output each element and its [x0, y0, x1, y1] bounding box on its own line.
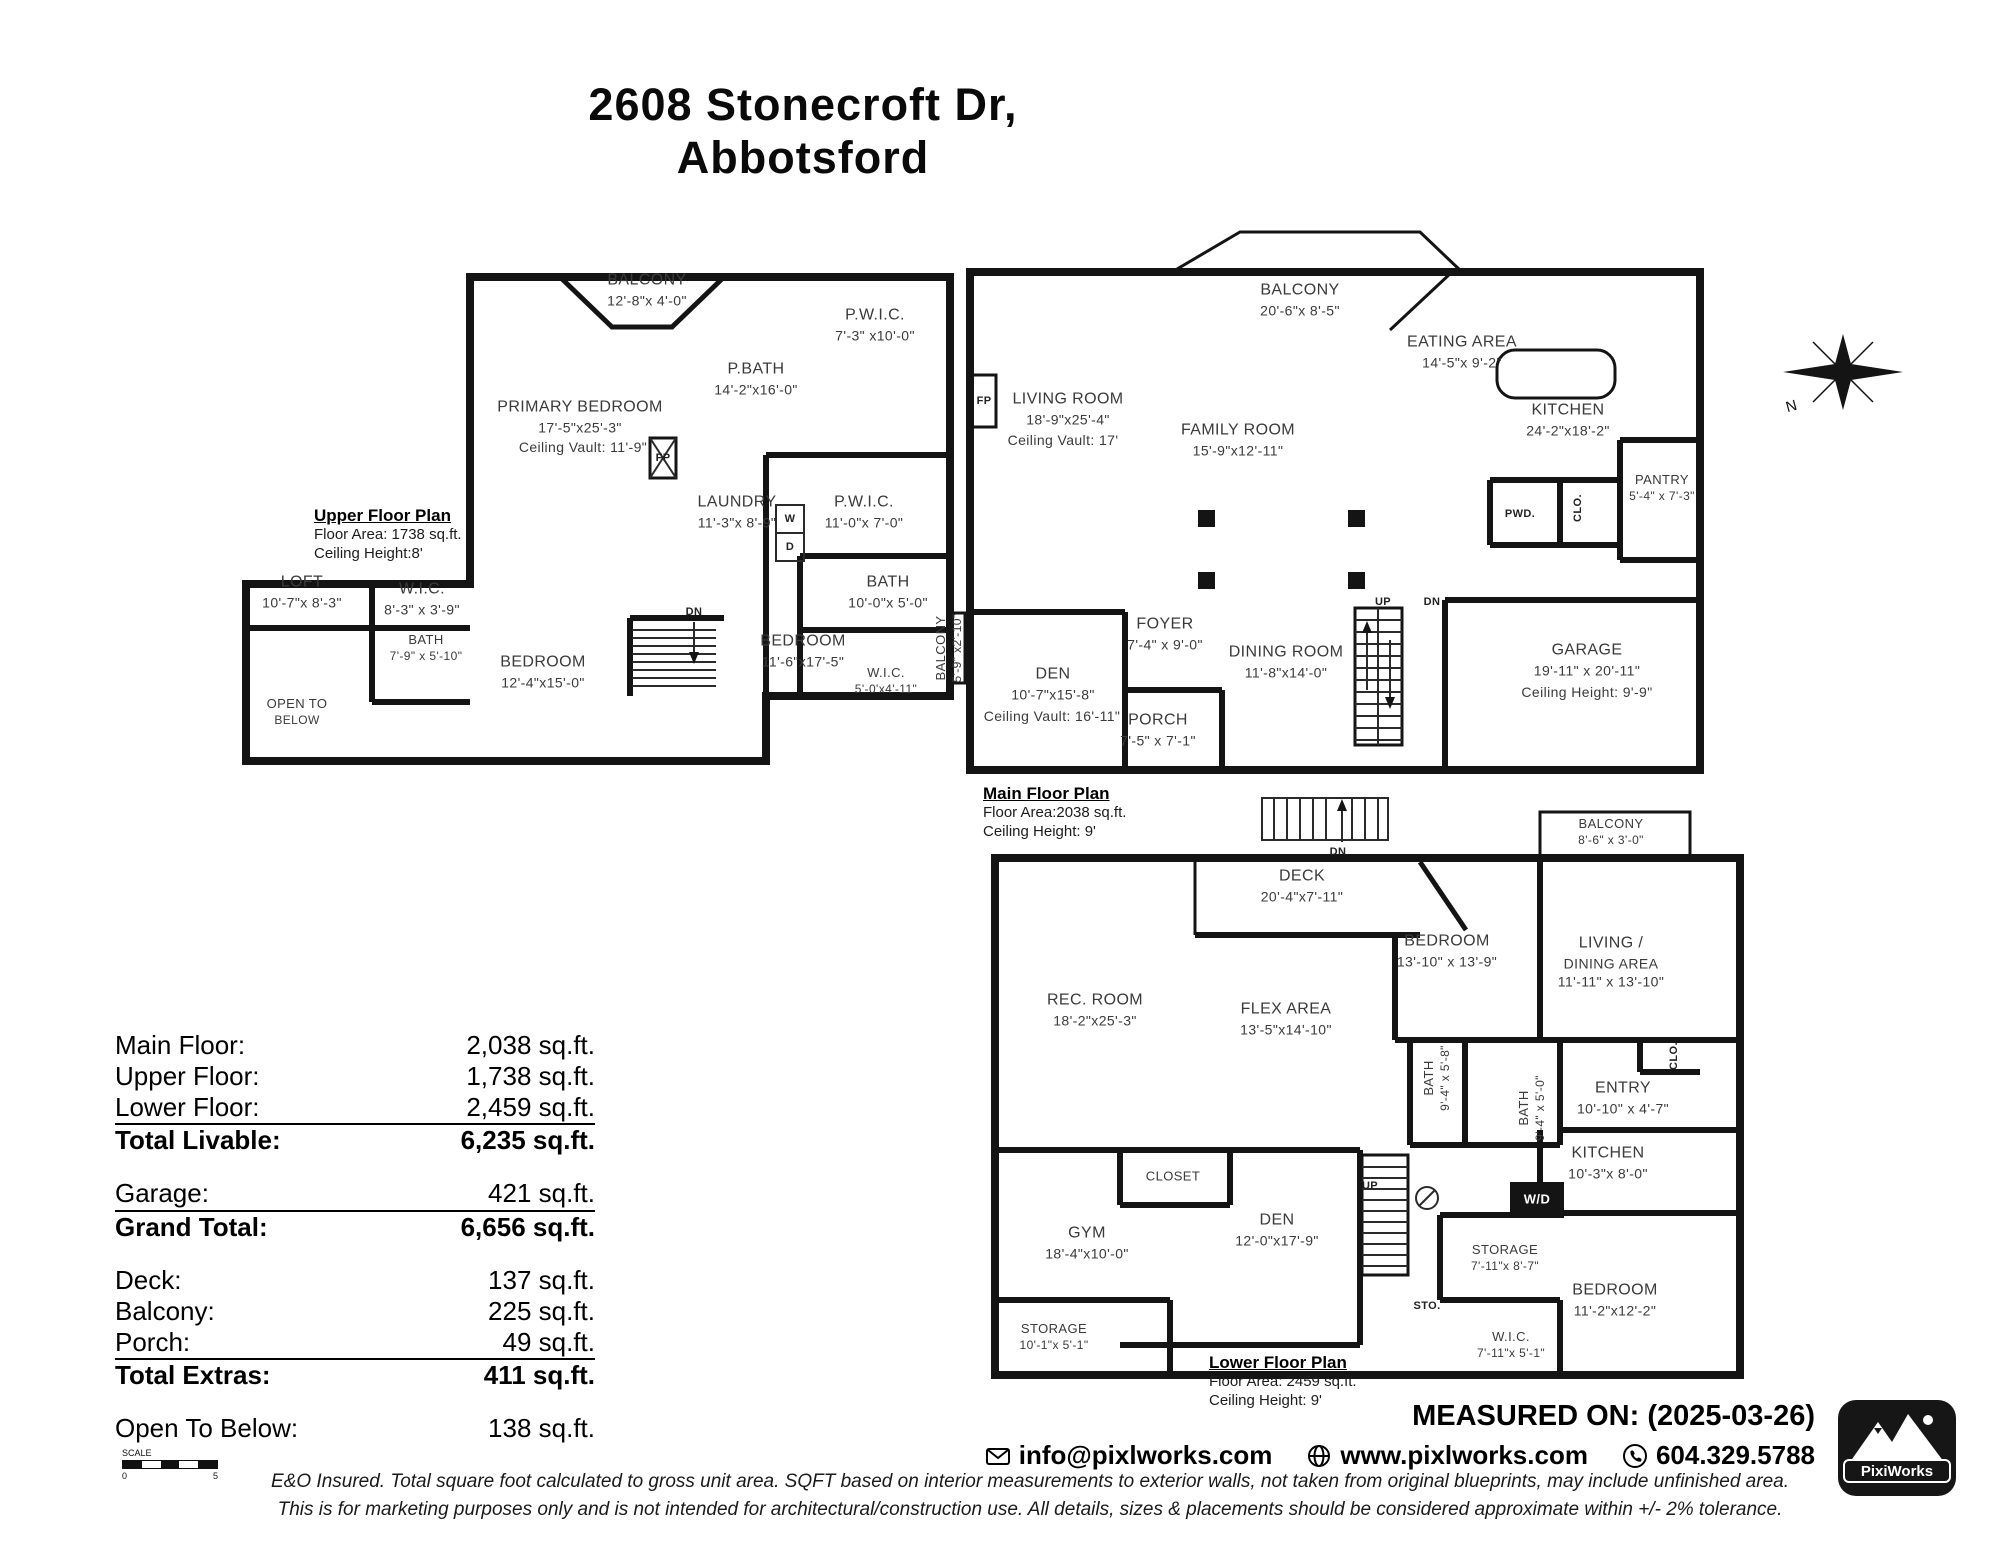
summary-row: Total Livable: 6,235 sq.ft.: [115, 1125, 595, 1156]
room-label: STO.: [1413, 1299, 1441, 1312]
room-label: DECK 20'-4"x7'-11": [1260, 867, 1344, 905]
room-label: Ceiling Height: 9'-9": [1521, 683, 1653, 700]
logo-text: PixiWorks: [1860, 1463, 1934, 1480]
title-city: Abbotsford: [676, 132, 930, 184]
upper-floor-area: Floor Area: 1738 sq.ft.: [314, 526, 462, 544]
room-label: BALCONY 12'-8"x 4'-0": [607, 271, 687, 309]
room-label: FP: [655, 451, 671, 464]
room-label: UP: [1361, 1179, 1379, 1192]
contact-email: info@pixlworks.com: [985, 1440, 1273, 1471]
room-label: BATH 7'-9" x 5'-10": [389, 631, 463, 663]
summary-row: Grand Total: 6,656 sq.ft.: [115, 1211, 595, 1242]
room-label: P.W.I.C. 7'-3" x10'-0": [835, 306, 915, 344]
room-label: KITCHEN 10'-3"x 8'-0": [1568, 1144, 1648, 1182]
lower-floor-ceiling: Ceiling Height: 9': [1209, 1392, 1322, 1409]
room-label: BATH 10'-0"x 5'-0": [848, 573, 928, 611]
scale-five: 5: [212, 1471, 218, 1481]
compass-north-label: N: [1783, 396, 1799, 417]
upper-floor-ceiling: Ceiling Height:8': [314, 545, 423, 562]
summary-row: Open To Below: 138 sq.ft.: [115, 1413, 595, 1444]
room-label: PRIMARY BEDROOM 17'-5"x25'-3": [497, 398, 663, 436]
contact-phone: 604.329.5788: [1622, 1440, 1815, 1471]
pixiworks-logo: [1836, 1398, 1958, 1505]
summary-row: Porch: 49 sq.ft.: [115, 1327, 595, 1360]
room-label: ENTRY 10'-10" x 4'-7": [1576, 1079, 1670, 1117]
scale-ticks: [122, 1460, 218, 1469]
room-label: CLOSET: [1145, 1168, 1201, 1184]
room-label: BEDROOM 11'-6"x17'-5": [760, 632, 846, 670]
email-icon: [985, 1443, 1011, 1469]
room-label: BALCONY 5'-9" x2'-10": [932, 613, 964, 683]
main-floor-ceiling: Ceiling Height: 9': [983, 823, 1096, 840]
room-label: GARAGE 19'-11" x 20'-11": [1533, 641, 1641, 679]
room-label: LAUNDRY 11'-3"x 8'-9": [697, 493, 777, 531]
room-label: KITCHEN 24'-2"x18'-2": [1526, 401, 1610, 439]
room-label: FAMILY ROOM 15'-9"x12'-11": [1180, 421, 1296, 459]
room-label: CLO.: [1667, 1042, 1680, 1070]
lower-floor-caption: [1209, 1352, 1357, 1411]
room-label: FLEX AREA 13'-5"x14'-10": [1240, 1000, 1332, 1038]
summary-row: Lower Floor: 2,459 sq.ft.: [115, 1092, 595, 1125]
room-label: STORAGE 10'-1"x 5'-1": [1019, 1320, 1089, 1352]
upper-floor-title: Upper Floor Plan: [314, 506, 451, 525]
room-label: OPEN TO BELOW: [266, 695, 328, 727]
lower-floor-area: Floor Area: 2459 sq.ft.: [1209, 1373, 1357, 1391]
room-label: BEDROOM 13'-10" x 13'-9": [1396, 932, 1498, 970]
contact-row: [985, 1440, 1815, 1471]
globe-icon: [1306, 1443, 1332, 1469]
contact-website: www.pixlworks.com: [1306, 1440, 1588, 1471]
room-label: REC. ROOM 18'-2"x25'-3": [1046, 991, 1144, 1029]
room-label: FOYER 7'-4" x 9'-0": [1127, 615, 1203, 653]
disclaimer-line2: This is for marketing purposes only and is not intended for architectural/construction use. All details, sizes & placements should be considered approximate within +/- 2% tolerance.: [277, 1498, 1783, 1520]
room-label: BATH 9'-4" x 5'-8": [1420, 1045, 1452, 1111]
room-label: BALCONY 8'-6" x 3'-0": [1578, 815, 1644, 847]
room-label: W.I.C. 5'-0'x4'-11": [854, 664, 918, 696]
room-label: PORCH 7'-5" x 7'-1": [1120, 711, 1196, 749]
scale-zero: 0: [122, 1471, 128, 1481]
room-label: P.W.I.C. 11'-0"x 7'-0": [824, 493, 904, 531]
summary-rows: [115, 1030, 595, 1444]
disclaimer-block: [240, 1468, 1820, 1523]
room-label: BALCONY 20'-6"x 8'-5": [1260, 281, 1340, 319]
room-label: Ceiling Vault: 16'-11": [983, 707, 1121, 724]
room-label: PANTRY 5'-4" x 7'-3": [1629, 471, 1695, 503]
area-summary: [115, 1030, 595, 1444]
room-label: LIVING / DINING AREA 11'-11" x 13'-10": [1557, 934, 1665, 990]
disclaimer-line1: E&O Insured. Total square foot calculated to gross unit area. SQFT based on interior measurements to exterior walls, not taken from original blueprints, may include unfinished area.: [271, 1471, 1789, 1492]
room-label: DN: [1423, 595, 1441, 608]
summary-row: Garage: 421 sq.ft.: [115, 1178, 595, 1211]
compass-icon: [1783, 334, 1903, 410]
room-label: DEN 10'-7"x15'-8": [1011, 665, 1095, 703]
summary-row: Total Extras: 411 sq.ft.: [115, 1359, 595, 1390]
room-label: CLO.: [1571, 494, 1584, 522]
summary-row: Upper Floor: 1,738 sq.ft.: [115, 1061, 595, 1092]
room-label: DN: [1329, 845, 1347, 858]
room-label: W: [784, 512, 796, 525]
room-label: FP: [976, 394, 992, 407]
phone-icon: [1622, 1443, 1648, 1469]
room-label: UP: [1374, 595, 1392, 608]
main-floor-area: Floor Area:2038 sq.ft.: [983, 804, 1127, 822]
summary-row: Balcony: 225 sq.ft.: [115, 1295, 595, 1326]
room-label: DN: [685, 605, 703, 618]
scale-label: SCALE: [122, 1448, 152, 1458]
lower-floor-title: Lower Floor Plan: [1209, 1353, 1347, 1372]
room-label: EATING AREA 14'-5"x 9'-2": [1407, 333, 1517, 371]
measured-on-label: MEASURED ON: (2025-03-26): [1412, 1400, 1815, 1432]
room-label: PWD.: [1504, 507, 1536, 520]
room-label: P.BATH 14'-2"x16'-0": [714, 360, 798, 398]
room-label: Ceiling Vault: 11'-9": [518, 438, 648, 455]
main-floor-caption: [983, 783, 1126, 842]
room-label: DINING ROOM 11'-8"x14'-0": [1228, 643, 1344, 681]
room-label: STORAGE 7'-11"x 8'-7": [1470, 1241, 1540, 1273]
room-label: BEDROOM 11'-2"x12'-2": [1572, 1281, 1658, 1319]
title-address: 2608 Stonecroft Dr,: [588, 79, 1018, 130]
room-label: BATH 9'-4" x 5'-0": [1515, 1075, 1547, 1141]
upper-floor-caption: [314, 505, 462, 564]
room-label: GYM 18'-4"x10'-0": [1045, 1224, 1129, 1262]
main-floor-title: Main Floor Plan: [983, 784, 1110, 803]
room-label: W.I.C. 7'-11"x 5'-1": [1476, 1328, 1546, 1360]
room-label: BEDROOM 12'-4"x15'-0": [500, 653, 586, 691]
page-title: [588, 78, 1017, 184]
room-label: LIVING ROOM 18'-9"x25'-4": [1012, 390, 1124, 428]
room-label: D: [785, 540, 795, 553]
summary-row: Main Floor: 2,038 sq.ft.: [115, 1030, 595, 1060]
room-label: DEN 12'-0"x17'-9": [1235, 1211, 1319, 1249]
scale-bar: [122, 1448, 218, 1481]
room-label: W/D: [1523, 1191, 1551, 1207]
summary-row: Deck: 137 sq.ft.: [115, 1264, 595, 1295]
room-label: LOFT 10'-7"x 8'-3": [262, 573, 342, 611]
room-label: Ceiling Vault: 17': [1007, 431, 1119, 448]
room-label: W.I.C. 8'-3" x 3'-9": [384, 580, 460, 618]
